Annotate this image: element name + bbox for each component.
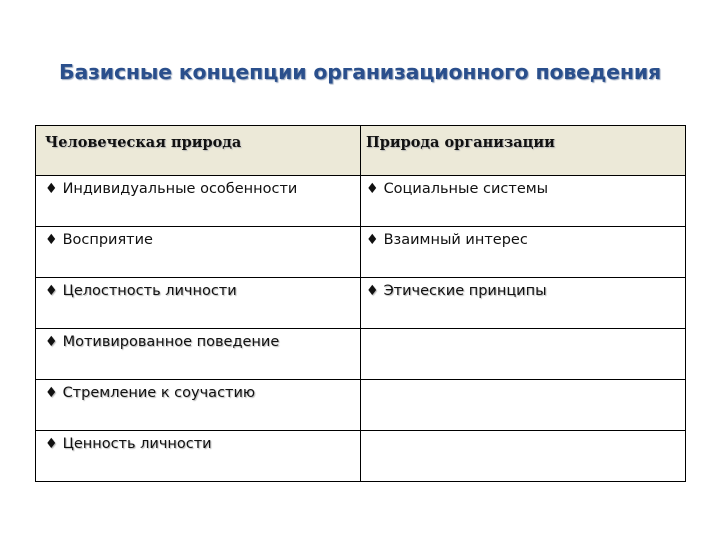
table-row bbox=[36, 227, 686, 278]
table-header-row bbox=[36, 126, 686, 176]
header-organization-nature: Природа организации bbox=[361, 126, 686, 176]
table-cell bbox=[36, 278, 361, 329]
table-cell bbox=[361, 278, 686, 329]
diamond-bullet-icon: ♦ bbox=[45, 334, 58, 350]
table-cell bbox=[36, 431, 361, 482]
cell-text: Этические принципы bbox=[383, 283, 547, 299]
table-row bbox=[36, 278, 686, 329]
diamond-bullet-icon: ♦ bbox=[45, 181, 58, 197]
table-cell bbox=[36, 176, 361, 227]
cell-text: Мотивированное поведение bbox=[62, 334, 280, 350]
table-cell bbox=[361, 227, 686, 278]
table-row bbox=[36, 176, 686, 227]
slide-title: Базисные концепции организационного поведения bbox=[59, 60, 661, 84]
cell-text: Ценность личности bbox=[62, 436, 212, 452]
diamond-bullet-icon: ♦ bbox=[45, 232, 58, 248]
cell-text: Целостность личности bbox=[62, 283, 237, 299]
table-row bbox=[36, 380, 686, 431]
table-cell-empty bbox=[361, 329, 686, 380]
diamond-bullet-icon: ♦ bbox=[45, 436, 58, 452]
cell-text: Социальные системы bbox=[383, 181, 549, 197]
cell-text: Стремление к соучастию bbox=[62, 385, 256, 401]
table-cell bbox=[36, 329, 361, 380]
diamond-bullet-icon: ♦ bbox=[366, 283, 379, 299]
diamond-bullet-icon: ♦ bbox=[45, 385, 58, 401]
table-row bbox=[36, 329, 686, 380]
cell-text: Индивидуальные особенности bbox=[62, 181, 298, 197]
table-cell bbox=[361, 176, 686, 227]
diamond-bullet-icon: ♦ bbox=[45, 283, 58, 299]
table-cell bbox=[36, 227, 361, 278]
table-cell-empty bbox=[361, 380, 686, 431]
table-row bbox=[36, 431, 686, 482]
concepts-table bbox=[35, 125, 686, 482]
cell-text: Восприятие bbox=[62, 232, 153, 248]
diamond-bullet-icon: ♦ bbox=[366, 181, 379, 197]
diamond-bullet-icon: ♦ bbox=[366, 232, 379, 248]
header-human-nature: Человеческая природа bbox=[36, 126, 361, 176]
table-cell bbox=[36, 380, 361, 431]
table-cell-empty bbox=[361, 431, 686, 482]
cell-text: Взаимный интерес bbox=[383, 232, 528, 248]
